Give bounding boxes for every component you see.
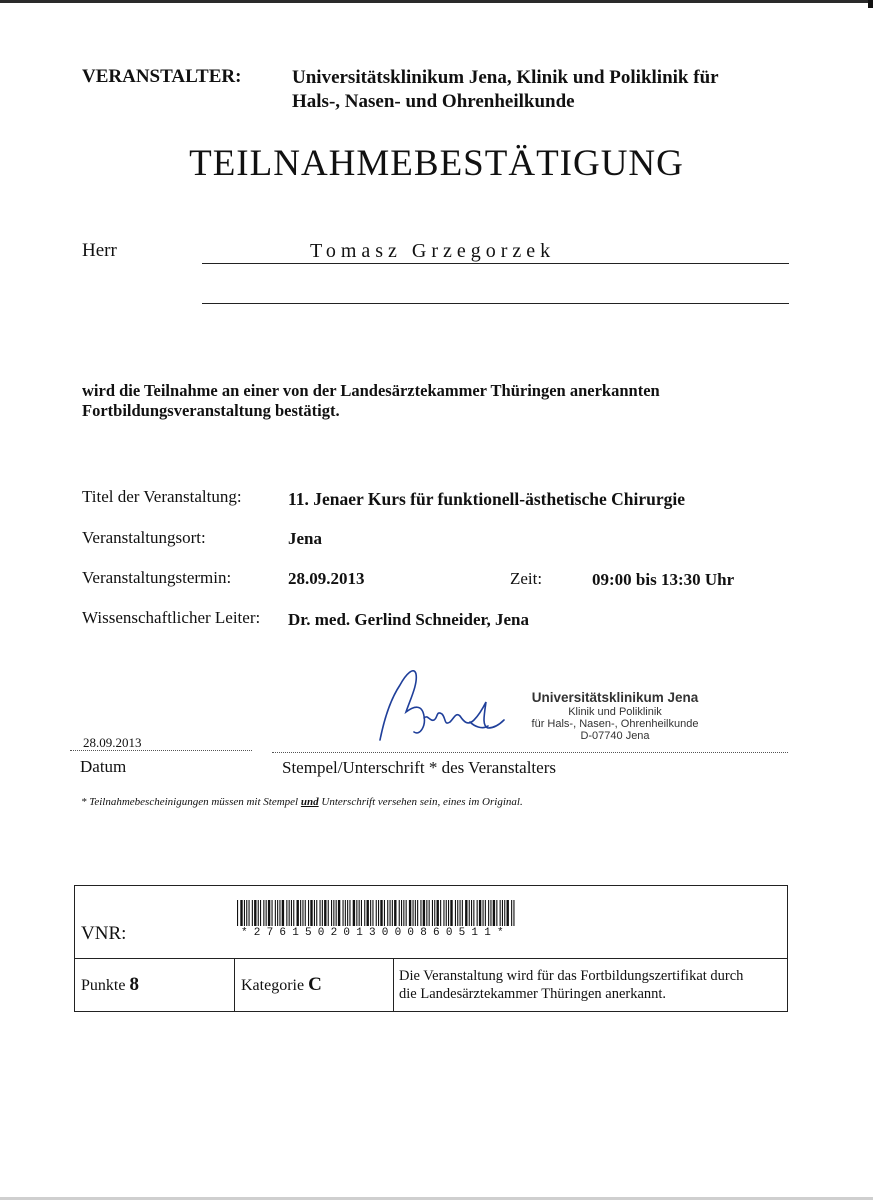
barcode-bar xyxy=(266,900,267,926)
document-title: TEILNAHMEBESTÄTIGUNG xyxy=(189,143,684,184)
stamp-line-4: D-07740 Jena xyxy=(580,730,650,742)
scan-edge-top xyxy=(0,0,873,3)
barcode-bar xyxy=(392,900,393,926)
event-date-value: 28.09.2013 xyxy=(288,569,365,588)
barcode-bar xyxy=(378,900,379,926)
event-time-label: Zeit: xyxy=(510,569,543,588)
barcode-bar xyxy=(353,900,355,926)
barcode-bar xyxy=(450,900,452,926)
barcode-bar xyxy=(401,900,402,926)
barcode-bar xyxy=(372,900,373,926)
barcode-bar xyxy=(359,900,360,926)
barcode-bar xyxy=(471,900,472,926)
barcode-bar xyxy=(314,900,315,926)
barcode-bar xyxy=(457,900,458,926)
barcode-bar xyxy=(293,900,294,926)
barcode-bar xyxy=(417,900,418,926)
barcode-bar xyxy=(367,900,369,926)
organizer-line-1: Universitätsklinikum Jena, Klinik und Poliklinik für xyxy=(292,67,719,88)
barcode-bar xyxy=(349,900,350,926)
barcode-bar xyxy=(465,900,467,926)
category-value: C xyxy=(308,974,322,995)
barcode-bar xyxy=(254,900,256,926)
name-underline xyxy=(202,263,789,264)
barcode-bar xyxy=(462,900,463,926)
barcode-bar xyxy=(460,900,461,926)
barcode-bar xyxy=(252,900,253,926)
barcode-bar xyxy=(302,900,303,926)
organizer-line-2: Hals-, Nasen- und Ohrenheilkunde xyxy=(292,91,575,112)
barcode-bar xyxy=(507,900,509,926)
barcode-bar xyxy=(333,900,334,926)
barcode-bar xyxy=(469,900,470,926)
barcode-bar xyxy=(275,900,276,926)
event-leader-value: Dr. med. Gerlind Schneider, Jena xyxy=(288,610,530,629)
footnote-emphasis: und xyxy=(300,796,319,808)
date-label: Datum xyxy=(80,757,127,776)
barcode-bar xyxy=(258,900,259,926)
barcode-bar xyxy=(322,900,323,926)
barcode-bar xyxy=(432,900,433,926)
barcode-bar xyxy=(376,900,377,926)
barcode-bar xyxy=(361,900,362,926)
barcode-bar xyxy=(246,900,247,926)
barcode-bar xyxy=(291,900,292,926)
barcode-bar xyxy=(490,900,491,926)
barcode-bar xyxy=(473,900,474,926)
barcode-bar xyxy=(455,900,456,926)
barcode-bar xyxy=(493,900,495,926)
barcode-bar xyxy=(423,900,425,926)
barcode-bar xyxy=(399,900,400,926)
barcode-bar xyxy=(240,900,242,926)
statement-line-2: Fortbildungsveranstaltung bestätigt. xyxy=(82,401,340,420)
barcode-bar xyxy=(347,900,348,926)
barcode-bar xyxy=(331,900,332,926)
barcode-bar xyxy=(440,900,441,926)
footnote-after: Unterschrift versehen sein, eines im Original. xyxy=(318,796,523,808)
barcode-bar xyxy=(320,900,321,926)
barcode-bar xyxy=(485,900,486,926)
barcode-bar xyxy=(272,900,273,926)
sign-date-value: 28.09.2013 xyxy=(83,735,142,750)
barcode-bar xyxy=(380,900,382,926)
category-cell xyxy=(235,959,394,1012)
barcode-bar xyxy=(268,900,270,926)
barcode-bar xyxy=(308,900,309,926)
barcode-bar xyxy=(513,900,514,926)
participant-name: Tomasz Grzegorzek xyxy=(310,240,556,262)
date-line xyxy=(70,750,252,751)
barcode-bar xyxy=(277,900,278,926)
barcode-bar xyxy=(289,900,290,926)
barcode-bar xyxy=(387,900,388,926)
signature-label: Stempel/Unterschrift * des Veranstalters xyxy=(282,758,556,777)
barcode-bar xyxy=(356,900,357,926)
vnr-box xyxy=(74,885,788,1012)
stamp-line-3: für Hals-, Nasen-, Ohrenheilkunde xyxy=(531,718,699,730)
points-label: Punkte xyxy=(81,977,126,994)
organizer-label: VERANSTALTER: xyxy=(82,66,242,87)
barcode-bar xyxy=(426,900,427,926)
scan-edge-corner xyxy=(868,0,873,8)
barcode-bar xyxy=(496,900,497,926)
vnr-row xyxy=(75,886,788,959)
barcode-bar xyxy=(502,900,503,926)
category-label: Kategorie xyxy=(241,977,305,994)
barcode-bar xyxy=(504,900,505,926)
barcode-bar xyxy=(390,900,391,926)
barcode-bar xyxy=(324,900,326,926)
barcode-bar xyxy=(406,900,407,926)
barcode-bar xyxy=(310,900,312,926)
barcode-bar xyxy=(415,900,416,926)
barcode-bar xyxy=(500,900,501,926)
confirmation-statement xyxy=(82,381,768,421)
barcode-bar xyxy=(286,900,287,926)
event-leader-label: Wissenschaftlicher Leiter: xyxy=(82,608,261,627)
barcode-bar xyxy=(443,900,444,926)
organizer-name xyxy=(292,66,719,114)
points-row xyxy=(75,959,788,1012)
barcode-bar xyxy=(488,900,489,926)
barcode-bar xyxy=(297,900,299,926)
note-line-1: Die Veranstaltung wird für das Fortbildungszertifikat durch xyxy=(399,968,744,984)
footnote-before: * Teilnahmebescheinigungen müssen mit Stempel xyxy=(81,796,301,808)
barcode-bar xyxy=(282,900,284,926)
barcode-bar xyxy=(384,900,385,926)
barcode-text: *2761502013000860511* xyxy=(241,927,510,939)
footnote xyxy=(81,796,523,808)
barcode-bar xyxy=(420,900,421,926)
signature-stroke xyxy=(380,671,504,740)
vnr-label: VNR: xyxy=(81,923,127,944)
points-value: 8 xyxy=(129,974,139,995)
statement-line-1: wird die Teilnahme an einer von der Landesärztekammer Thüringen anerkannten xyxy=(82,381,660,400)
barcode-bar xyxy=(403,900,404,926)
barcode-bar xyxy=(477,900,478,926)
stamp-line-1: Universitätsklinikum Jena xyxy=(531,690,699,705)
event-title-label: Titel der Veranstaltung: xyxy=(82,487,242,506)
stamp-line-2: Klinik und Poliklinik xyxy=(568,706,662,718)
barcode-bar xyxy=(364,900,365,926)
signature-line xyxy=(272,752,788,753)
barcode-bar xyxy=(394,900,396,926)
barcode-bar xyxy=(511,900,512,926)
note-line-2: die Landesärztekammer Thüringen anerkannt. xyxy=(399,986,667,1002)
barcode-bar xyxy=(328,900,329,926)
barcode-bar xyxy=(338,900,340,926)
barcode-bar xyxy=(429,900,430,926)
event-title-value: 11. Jenaer Kurs für funktionell-ästhetische Chirurgie xyxy=(288,489,685,509)
barcode-bar xyxy=(263,900,264,926)
event-date-label: Veranstaltungstermin: xyxy=(82,568,232,587)
barcode-bar xyxy=(370,900,371,926)
institution-stamp xyxy=(510,690,720,742)
vnr-cell xyxy=(75,886,788,959)
recognition-note xyxy=(394,959,788,1012)
points-cell xyxy=(75,959,235,1012)
barcode-bar xyxy=(249,900,250,926)
barcode-bar xyxy=(345,900,346,926)
barcode-bar xyxy=(437,900,439,926)
barcode-bar xyxy=(483,900,484,926)
barcode-bar xyxy=(446,900,447,926)
event-time-value: 09:00 bis 13:30 Uhr xyxy=(592,570,735,589)
barcode-bar xyxy=(279,900,280,926)
barcode-bar xyxy=(300,900,301,926)
address-underline xyxy=(202,303,789,304)
salutation: Herr xyxy=(82,240,117,261)
barcode-bar xyxy=(260,900,261,926)
barcode-bar xyxy=(305,900,306,926)
barcode-bar xyxy=(336,900,337,926)
handwritten-signature xyxy=(370,660,520,746)
vnr-barcode xyxy=(237,900,517,926)
barcode-bar xyxy=(434,900,435,926)
barcode-bar xyxy=(237,900,238,926)
event-place-value: Jena xyxy=(288,529,322,548)
barcode-bar xyxy=(479,900,481,926)
event-place-label: Veranstaltungsort: xyxy=(82,528,206,547)
barcode-bar xyxy=(343,900,344,926)
barcode-bar xyxy=(409,900,411,926)
barcode-bar xyxy=(316,900,317,926)
barcode-bar xyxy=(413,900,414,926)
barcode-bar xyxy=(448,900,449,926)
barcode-bar xyxy=(244,900,245,926)
